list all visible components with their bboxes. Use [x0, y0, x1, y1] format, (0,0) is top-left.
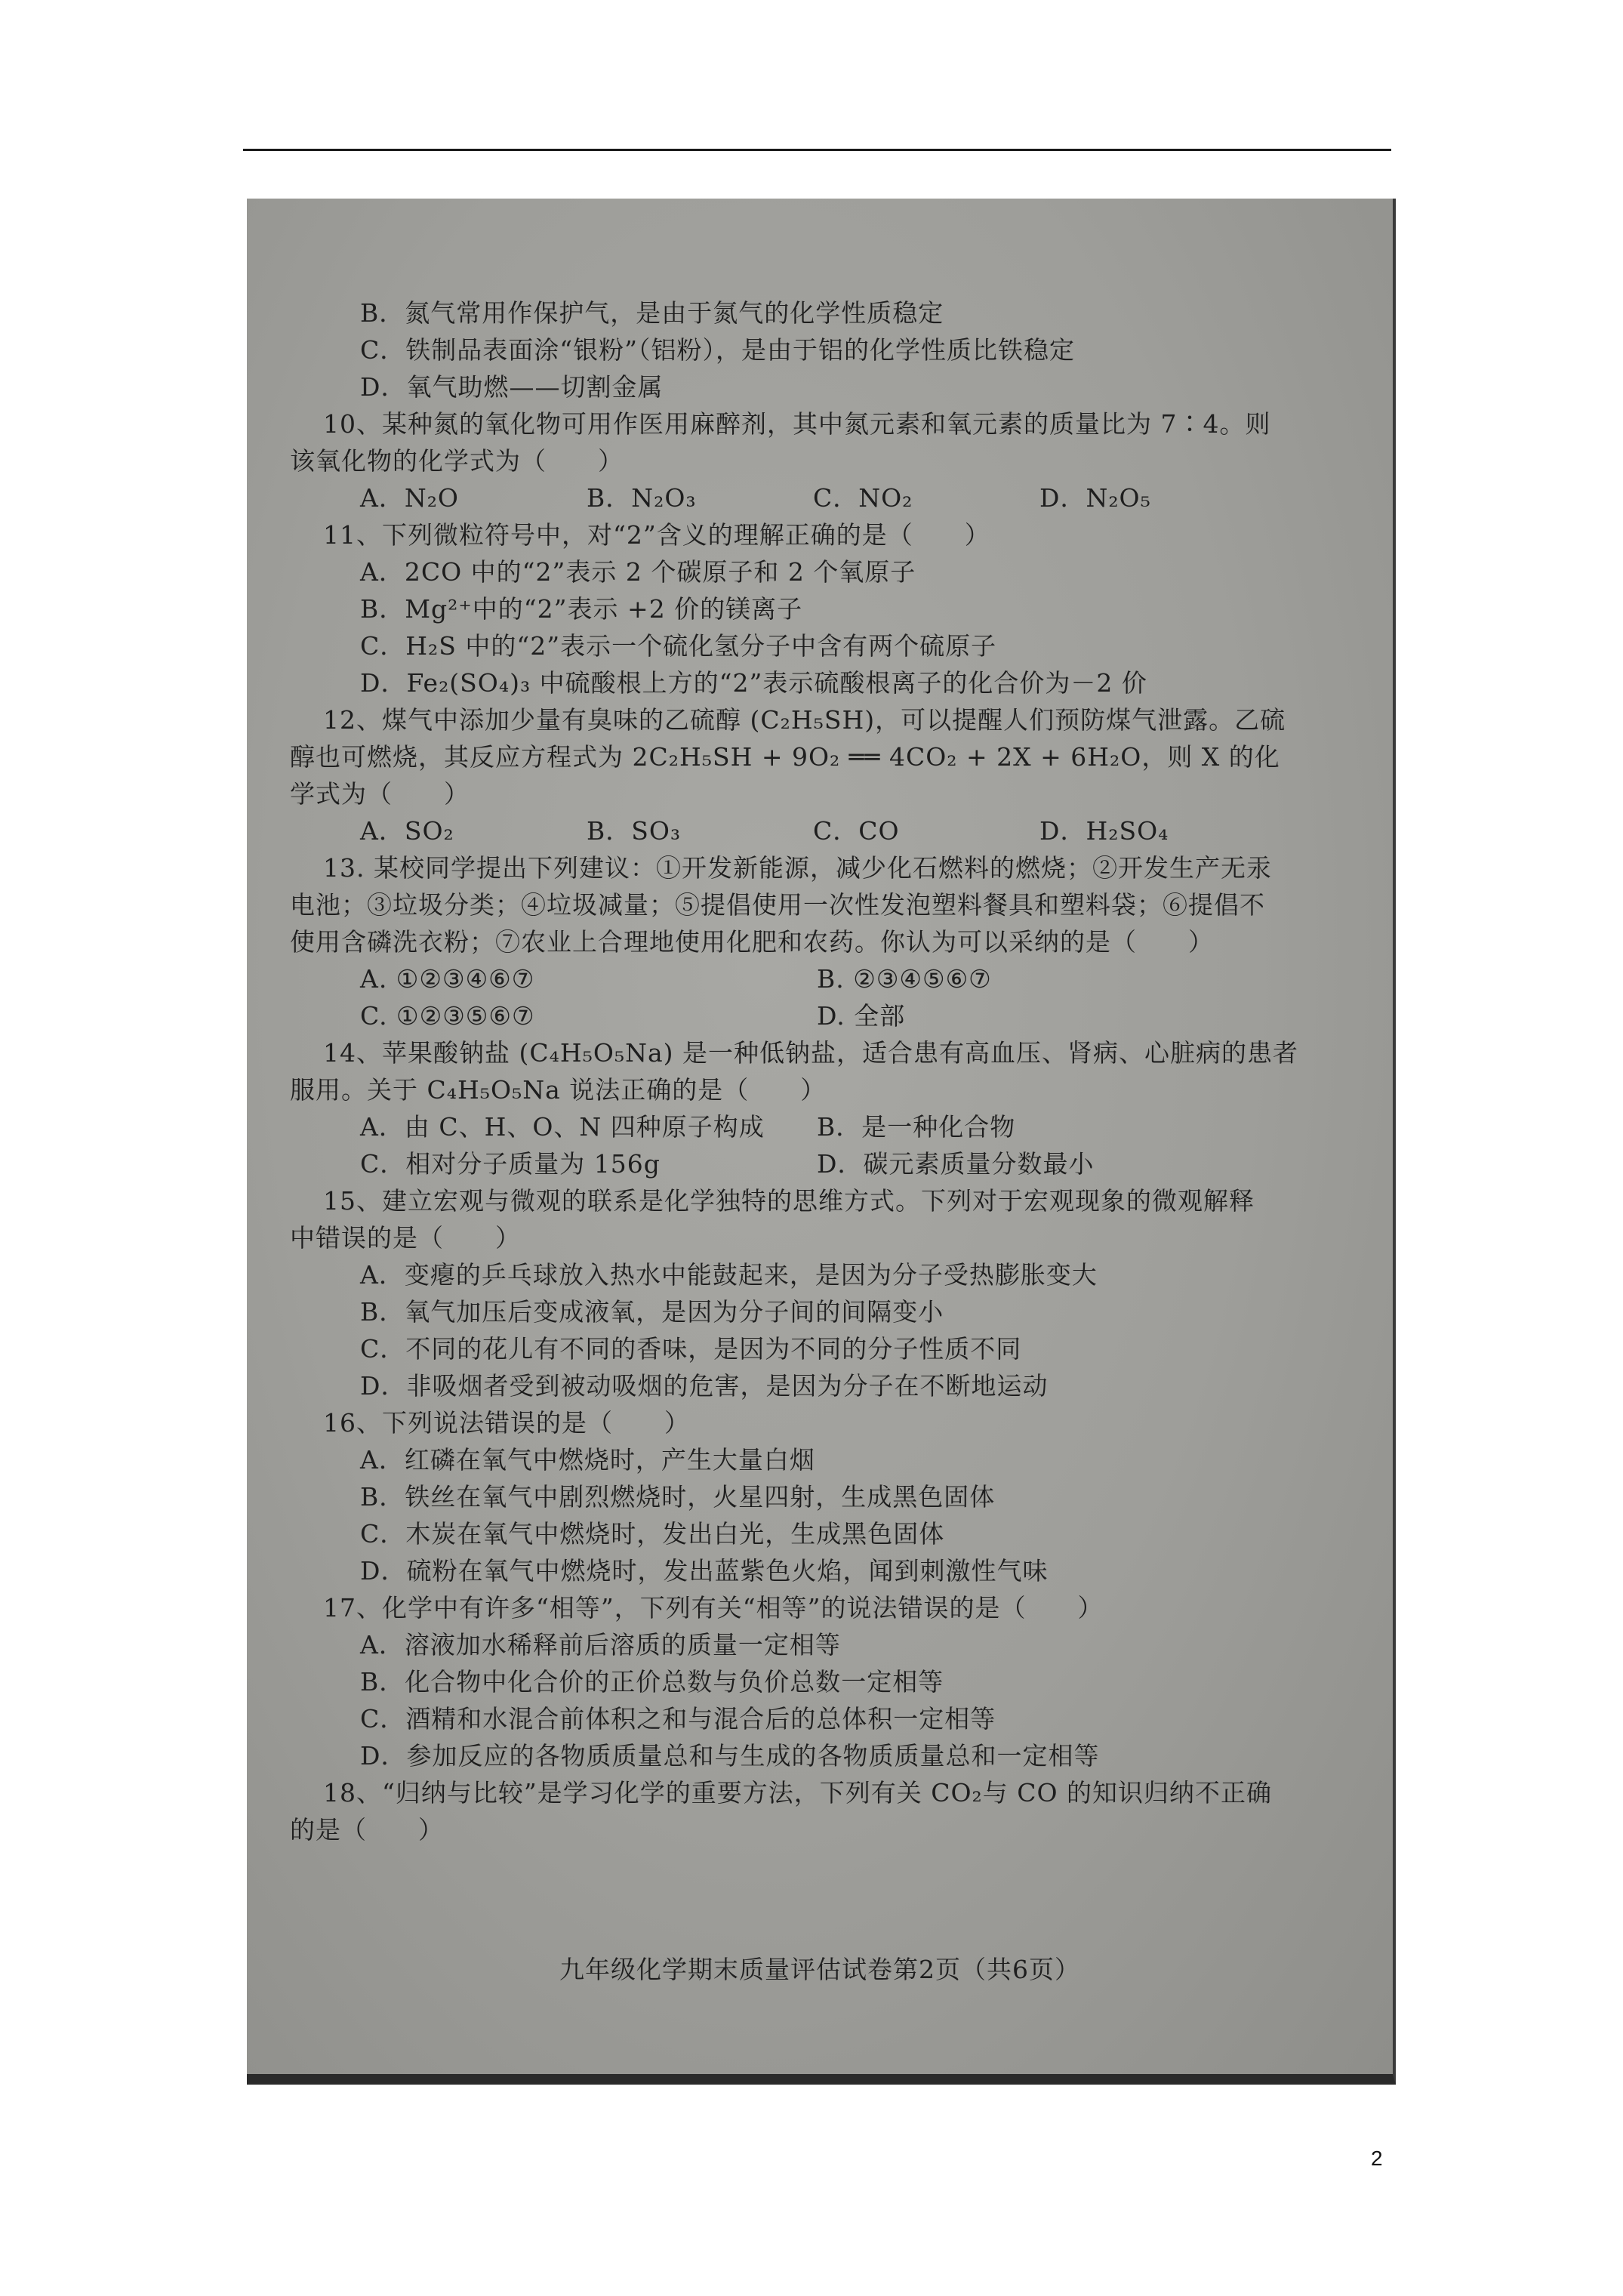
answer-option: B．N₂O₃	[587, 483, 697, 513]
exam-line: B．氮气常用作保护气，是由于氮气的化学性质稳定	[360, 298, 944, 328]
header-rule	[243, 149, 1391, 151]
exam-line: 15、建立宏观与微观的联系是化学独特的思维方式。下列对于宏观现象的微观解释	[323, 1186, 1255, 1216]
exam-line: C．木炭在氧气中燃烧时，发出白光，生成黑色固体	[360, 1519, 945, 1549]
exam-line: 18、“归纳与比较”是学习化学的重要方法，下列有关 CO₂与 CO 的知识归纳不正确	[323, 1778, 1273, 1808]
exam-line: B．铁丝在氧气中剧烈燃烧时，火星四射，生成黑色固体	[360, 1482, 996, 1512]
exam-line: 14、苹果酸钠盐 (C₄H₅O₅Na) 是一种低钠盐，适合患有高血压、肾病、心脏病的患者	[323, 1038, 1299, 1068]
exam-line: C．铁制品表面涂“银粉”（铝粉），是由于铝的化学性质比铁稳定	[360, 335, 1075, 365]
exam-line: B．Mg²⁺中的“2”表示 +2 价的镁离子	[360, 594, 803, 624]
exam-line: D．非吸烟者受到被动吸烟的危害，是因为分子在不断地运动	[360, 1371, 1049, 1401]
exam-line	[267, 997, 1377, 1034]
answer-option: B．SO₃	[587, 816, 682, 846]
answer-option: A. ①②③④⑥⑦	[360, 964, 535, 994]
exam-line	[267, 812, 1377, 849]
exam-line: B．化合物中化合价的正价总数与负价总数一定相等	[360, 1667, 944, 1697]
scanned-exam-photo	[247, 199, 1396, 2085]
exam-line	[267, 960, 1377, 997]
exam-line: 服用。关于 C₄H₅O₅Na 说法正确的是（ ）	[290, 1075, 827, 1105]
answer-option: D．H₂SO₄	[1039, 816, 1169, 846]
exam-line: 学式为（ ）	[290, 779, 470, 809]
exam-line: A．溶液加水稀释前后溶质的质量一定相等	[360, 1630, 841, 1660]
exam-line	[267, 479, 1377, 516]
exam-line: 17、化学中有许多“相等”，下列有关“相等”的说法错误的是（ ）	[323, 1593, 1104, 1623]
answer-option: A．SO₂	[360, 816, 454, 846]
answer-option: C．相对分子质量为 156g	[360, 1149, 661, 1179]
exam-line: 10、某种氮的氧化物可用作医用麻醉剂，其中氮元素和氧元素的质量比为 7∶4。则	[323, 409, 1271, 439]
answer-option: A．由 C、H、O、N 四种原子构成	[360, 1112, 765, 1142]
exam-line: B．氧气加压后变成液氧，是因为分子间的间隔变小	[360, 1297, 944, 1327]
exam-line: A．变瘪的乒乓球放入热水中能鼓起来，是因为分子受热膨胀变大	[360, 1260, 1098, 1290]
exam-line: 的是（ ）	[290, 1815, 444, 1845]
exam-line	[267, 1145, 1377, 1182]
exam-line: 11、下列微粒符号中，对“2”含义的理解正确的是（ ）	[323, 520, 990, 550]
exam-line: 中错误的是（ ）	[290, 1223, 521, 1253]
answer-option: D．碳元素质量分数最小	[817, 1149, 1095, 1179]
exam-line: D．Fe₂(SO₄)₃ 中硫酸根上方的“2”表示硫酸根离子的化合价为－2 价	[360, 668, 1147, 698]
exam-line: D．参加反应的各物质质量总和与生成的各物质质量总和一定相等	[360, 1741, 1100, 1771]
answer-option: C. ①②③⑤⑥⑦	[360, 1001, 535, 1031]
exam-line: 使用含磷洗衣粉；⑦农业上合理地使用化肥和农药。你认为可以采纳的是（ ）	[290, 927, 1214, 957]
exam-line: D．硫粉在氧气中燃烧时，发出蓝紫色火焰，闻到刺激性气味	[360, 1556, 1049, 1586]
answer-option: C．CO	[813, 816, 900, 846]
exam-line: C．酒精和水混合前体积之和与混合后的总体积一定相等	[360, 1704, 996, 1734]
exam-line: A．红磷在氧气中燃烧时，产生大量白烟	[360, 1445, 815, 1475]
exam-line: 醇也可燃烧，其反应方程式为 2C₂H₅SH + 9O₂ ══ 4CO₂ + 2X + 6H₂O，则 X 的化	[290, 742, 1280, 772]
exam-line: D．氧气助燃——切割金属	[360, 372, 664, 402]
photo-page-footer: 九年级化学期末质量评估试卷第2页（共6页）	[559, 1955, 1080, 1984]
answer-option: B．是一种化合物	[817, 1112, 1016, 1142]
exam-line: C．不同的花儿有不同的香味，是因为不同的分子性质不同	[360, 1334, 1022, 1364]
answer-option: D．N₂O₅	[1039, 483, 1151, 513]
exam-line: 13. 某校同学提出下列建议：①开发新能源，减少化石燃料的燃烧；②开发生产无汞	[323, 853, 1272, 883]
answer-option: A．N₂O	[360, 483, 459, 513]
exam-line: C．H₂S 中的“2”表示一个硫化氢分子中含有两个硫原子	[360, 631, 997, 661]
exam-line: A．2CO 中的“2”表示 2 个碳原子和 2 个氧原子	[360, 557, 916, 587]
exam-text-block	[267, 294, 1377, 1848]
exam-line	[267, 1108, 1377, 1145]
exam-line: 该氧化物的化学式为（ ）	[290, 446, 624, 476]
answer-option: D. 全部	[817, 1001, 906, 1031]
exam-line: 电池；③垃圾分类；④垃圾减量；⑤提倡使用一次性发泡塑料餐具和塑料袋；⑥提倡不	[290, 890, 1265, 920]
page-number: 2	[1371, 2147, 1383, 2170]
answer-option: C．NO₂	[813, 483, 913, 513]
answer-option: B. ②③④⑤⑥⑦	[817, 964, 992, 994]
exam-line: 16、下列说法错误的是（ ）	[323, 1408, 690, 1438]
exam-line: 12、煤气中添加少量有臭味的乙硫醇 (C₂H₅SH)，可以提醒人们预防煤气泄露。乙硫	[323, 705, 1286, 735]
